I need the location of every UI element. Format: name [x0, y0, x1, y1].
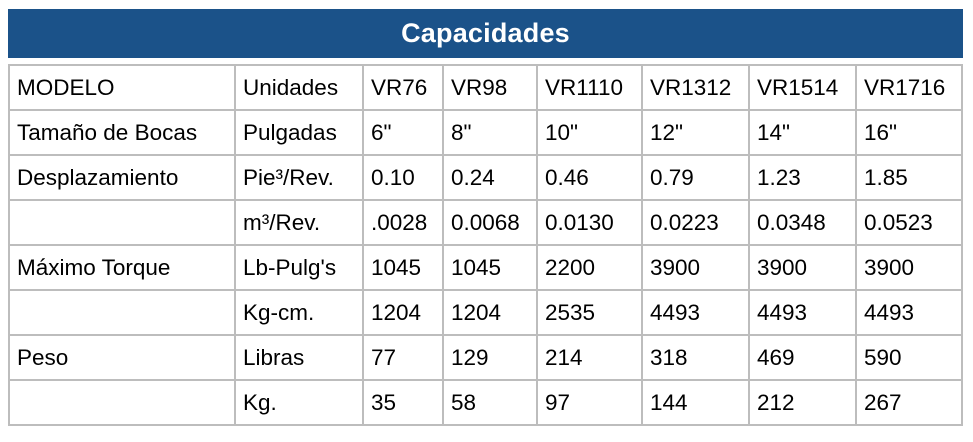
table-title: Capacidades	[8, 9, 963, 58]
header-row	[9, 65, 962, 110]
row-value: 0.79	[642, 155, 749, 200]
row-value: 0.24	[443, 155, 537, 200]
column-header-vr1716: VR1716	[856, 65, 962, 110]
row-unit: Pie³/Rev.	[235, 155, 363, 200]
capacities-table	[8, 9, 963, 426]
row-value: 12"	[642, 110, 749, 155]
column-header-vr1312: VR1312	[642, 65, 749, 110]
row-label: Desplazamiento	[9, 155, 235, 200]
row-value: 2535	[537, 290, 642, 335]
row-value: 469	[749, 335, 856, 380]
table-row	[9, 155, 962, 200]
row-value: 2200	[537, 245, 642, 290]
row-value: 129	[443, 335, 537, 380]
row-value: 590	[856, 335, 962, 380]
row-value: 97	[537, 380, 642, 425]
row-value: 1.85	[856, 155, 962, 200]
row-value: 58	[443, 380, 537, 425]
row-value: 0.0130	[537, 200, 642, 245]
row-unit: Lb-Pulg's	[235, 245, 363, 290]
row-value: 1045	[443, 245, 537, 290]
row-value: 3900	[856, 245, 962, 290]
table-row	[9, 245, 962, 290]
row-value: 3900	[642, 245, 749, 290]
row-value: 1204	[363, 290, 443, 335]
row-value: 77	[363, 335, 443, 380]
row-label: Tamaño de Bocas	[9, 110, 235, 155]
table-row	[9, 290, 962, 335]
row-value: .0028	[363, 200, 443, 245]
row-value: 10"	[537, 110, 642, 155]
row-value: 14"	[749, 110, 856, 155]
row-value: 0.0223	[642, 200, 749, 245]
column-header-vr76: VR76	[363, 65, 443, 110]
row-label	[9, 380, 235, 425]
table-row	[9, 380, 962, 425]
row-value: 0.46	[537, 155, 642, 200]
row-unit: Libras	[235, 335, 363, 380]
row-value: 212	[749, 380, 856, 425]
row-value: 0.0348	[749, 200, 856, 245]
row-unit: m³/Rev.	[235, 200, 363, 245]
row-label	[9, 200, 235, 245]
row-value: 1.23	[749, 155, 856, 200]
row-value: 16"	[856, 110, 962, 155]
row-value: 144	[642, 380, 749, 425]
row-value: 267	[856, 380, 962, 425]
column-header-unidades: Unidades	[235, 65, 363, 110]
row-label	[9, 290, 235, 335]
row-value: 4493	[642, 290, 749, 335]
row-label: Máximo Torque	[9, 245, 235, 290]
row-value: 4493	[749, 290, 856, 335]
row-unit: Kg.	[235, 380, 363, 425]
row-value: 6"	[363, 110, 443, 155]
row-value: 1204	[443, 290, 537, 335]
table-row	[9, 200, 962, 245]
row-value: 0.0523	[856, 200, 962, 245]
row-label: Peso	[9, 335, 235, 380]
row-value: 3900	[749, 245, 856, 290]
row-value: 0.0068	[443, 200, 537, 245]
row-value: 35	[363, 380, 443, 425]
row-unit: Pulgadas	[235, 110, 363, 155]
row-value: 214	[537, 335, 642, 380]
row-value: 4493	[856, 290, 962, 335]
row-value: 318	[642, 335, 749, 380]
row-value: 0.10	[363, 155, 443, 200]
column-header-vr1514: VR1514	[749, 65, 856, 110]
row-unit: Kg-cm.	[235, 290, 363, 335]
row-value: 8"	[443, 110, 537, 155]
grid-header	[9, 65, 962, 110]
table-row	[9, 110, 962, 155]
column-header-modelo: MODELO	[9, 65, 235, 110]
row-value: 1045	[363, 245, 443, 290]
table-row	[9, 335, 962, 380]
grid-body	[9, 110, 962, 425]
capacities-grid	[8, 64, 963, 426]
column-header-vr98: VR98	[443, 65, 537, 110]
column-header-vr1110: VR1110	[537, 65, 642, 110]
